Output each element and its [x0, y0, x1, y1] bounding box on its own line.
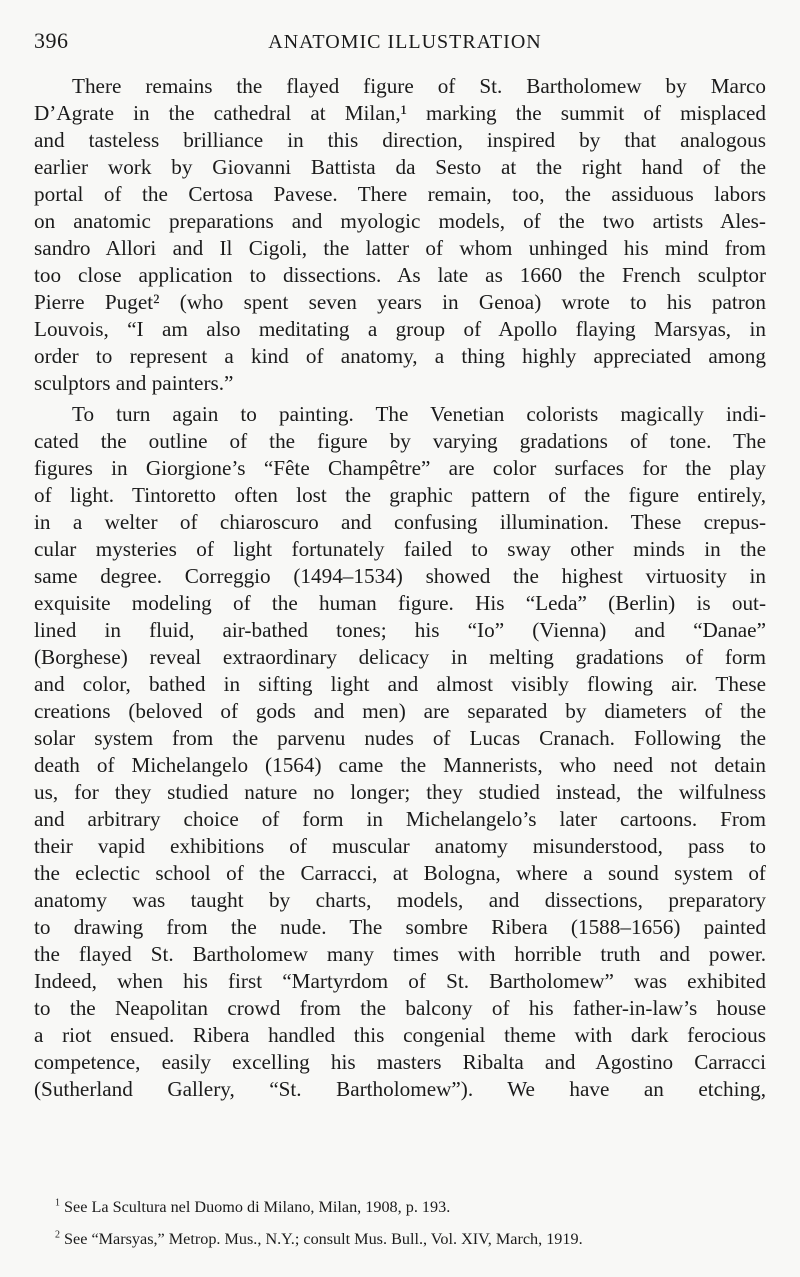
text-line: cated the outline of the figure by varying gradations of tone. The: [34, 429, 766, 453]
text-line: a riot ensued. Ribera handled this congenial theme with dark ferocious: [34, 1023, 766, 1047]
footnotes: [55, 1191, 775, 1255]
page-number: 396: [34, 28, 69, 53]
text-line: Pierre Puget² (who spent seven years in Genoa) wrote to his patron: [34, 290, 766, 314]
text-line: (Borghese) reveal extraordinary delicacy in melting gradations of form: [34, 645, 766, 669]
footnote-text: See La Scultura nel Duomo di Milano, Milan, 1908, p. 193.: [64, 1198, 451, 1216]
text-line: the flayed St. Bartholomew many times with horrible truth and power.: [34, 942, 766, 966]
text-line: and arbitrary choice of form in Michelangelo’s later cartoons. From: [34, 807, 766, 831]
running-title: ANATOMIC ILLUSTRATION: [268, 31, 542, 53]
text-line: too close application to dissections. As late as 1660 the French sculptor: [34, 263, 766, 287]
paragraph-2: [34, 401, 766, 1103]
text-line: the eclectic school of the Carracci, at Bologna, where a sound system of: [34, 861, 766, 885]
paragraph-1: [34, 73, 766, 397]
text-line: in a welter of chiaroscuro and confusing illumination. These crepus-: [34, 510, 766, 534]
text-line: earlier work by Giovanni Battista da Sesto at the right hand of the: [34, 155, 766, 179]
text-line: order to represent a kind of anatomy, a thing highly appreciated among: [34, 344, 766, 368]
text-line: and color, bathed in sifting light and almost visibly flowing air. These: [34, 672, 766, 696]
text-line: on anatomic preparations and myologic models, of the two artists Ales-: [34, 209, 766, 233]
text-line: figures in Giorgione’s “Fête Champêtre” are color surfaces for the play: [34, 456, 766, 480]
footnote-text: See “Marsyas,” Metrop. Mus., N.Y.; consult Mus. Bull., Vol. XIV, March, 1919.: [64, 1230, 583, 1248]
text-line: their vapid exhibitions of muscular anatomy misunderstood, pass to: [34, 834, 766, 858]
text-line: anatomy was taught by charts, models, and dissections, preparatory: [34, 888, 766, 912]
footnote-1: [55, 1191, 775, 1223]
text-line: and tasteless brilliance in this direction, inspired by that analogous: [34, 128, 766, 152]
text-line: same degree. Correggio (1494–1534) showed the highest virtuosity in: [34, 564, 766, 588]
body-text: [34, 73, 766, 1103]
page-header: [34, 28, 766, 56]
text-line: sandro Allori and Il Cigoli, the latter of whom unhinged his mind from: [34, 236, 766, 260]
text-line: exquisite modeling of the human figure. His “Leda” (Berlin) is out-: [34, 591, 766, 615]
text-line: cular mysteries of light fortunately failed to sway other minds in the: [34, 537, 766, 561]
text-line: There remains the flayed figure of St. Bartholomew by Marco: [72, 74, 766, 98]
text-line: to drawing from the nude. The sombre Ribera (1588–1656) painted: [34, 915, 766, 939]
text-line: creations (beloved of gods and men) are separated by diameters of the: [34, 699, 766, 723]
text-line: Indeed, when his first “Martyrdom of St. Bartholomew” was exhibited: [34, 969, 766, 993]
footnote-2: [55, 1223, 775, 1255]
text-line: Louvois, “I am also meditating a group of Apollo flaying Marsyas, in: [34, 317, 766, 341]
text-line: sculptors and painters.”: [34, 371, 234, 395]
footnote-marker: 1: [55, 1197, 60, 1209]
text-line: lined in fluid, air-bathed tones; his “Io” (Vienna) and “Danae”: [34, 618, 766, 642]
text-line: to the Neapolitan crowd from the balcony of his father-in-law’s house: [34, 996, 766, 1020]
text-line: competence, easily excelling his masters Ribalta and Agostino Carracci: [34, 1050, 766, 1074]
text-line: us, for they studied nature no longer; they studied instead, the wilfulness: [34, 780, 766, 804]
footnote-marker: 2: [55, 1229, 60, 1241]
text-line: death of Michelangelo (1564) came the Mannerists, who need not detain: [34, 753, 766, 777]
text-line: of light. Tintoretto often lost the graphic pattern of the figure entirely,: [34, 483, 766, 507]
text-line: D’Agrate in the cathedral at Milan,¹ marking the summit of misplaced: [34, 101, 766, 125]
text-line: To turn again to painting. The Venetian colorists magically indi-: [72, 402, 766, 426]
text-line: (Sutherland Gallery, “St. Bartholomew”). We have an etching,: [34, 1077, 766, 1101]
text-line: portal of the Certosa Pavese. There remain, too, the assiduous labors: [34, 182, 766, 206]
text-line: solar system from the parvenu nudes of Lucas Cranach. Following the: [34, 726, 766, 750]
